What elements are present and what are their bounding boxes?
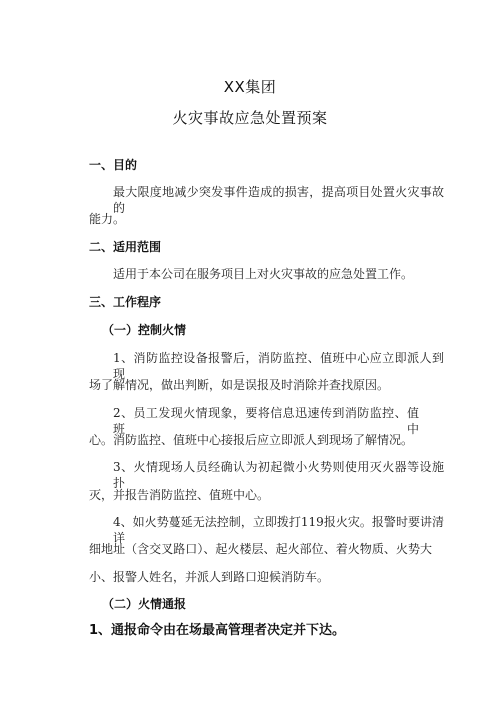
section-heading-scope: 二、适用范围 <box>89 240 162 254</box>
paragraph-line: 心。消防监控、值班中心接报后应立即派人到现场了解情况。 <box>89 433 414 447</box>
paragraph-line: 灭，并报告消防监控、值班中心。 <box>89 488 270 502</box>
section-heading-purpose: 一、目的 <box>89 158 138 172</box>
paragraph-line: 3、火情现场人员经确认为初起微小火势则使用灭火器等设施扑 <box>113 460 444 490</box>
paragraph-line: 细地址（含交叉路口）、起火楼层、起火部位、着火物质、火势大 <box>89 542 432 556</box>
company-name: XX集团 <box>223 78 277 96</box>
paragraph-line: 能力。 <box>89 212 126 226</box>
paragraph-line: 1、通报命令由在场最高管理者决定并下达。 <box>89 623 346 638</box>
paragraph-line: 1、消防监控设备报警后，消防监控、值班中心应立即派人到现 <box>113 351 444 381</box>
paragraph-line: 适用于本公司在服务项目上对火灾事故的应急处置工作。 <box>113 267 414 281</box>
paragraph-line: 4、如火势蔓延无法控制，立即拨打119报火灾。报警时要讲清详 <box>113 515 444 545</box>
paragraph-line: 2、员工发现火情现象，要将信息迅速传到消防监控、值班中 <box>113 406 419 436</box>
paragraph-line: 最大限度地减少突发事件造成的损害，提高项目处置火灾事故的 <box>113 185 444 215</box>
paragraph-line: 小、报警人姓名，并派人到路口迎候消防车。 <box>89 570 330 584</box>
document-title: 火灾事故应急处置预案 <box>172 109 328 127</box>
subsection-heading-control-fire: （一）控制火情 <box>102 323 187 337</box>
section-heading-procedure: 三、工作程序 <box>89 295 162 309</box>
paragraph-line: 场了解情况，做出判断，如是误报及时消除并查找原因。 <box>89 378 390 392</box>
subsection-heading-fire-notification: （二）火情通报 <box>102 597 187 611</box>
